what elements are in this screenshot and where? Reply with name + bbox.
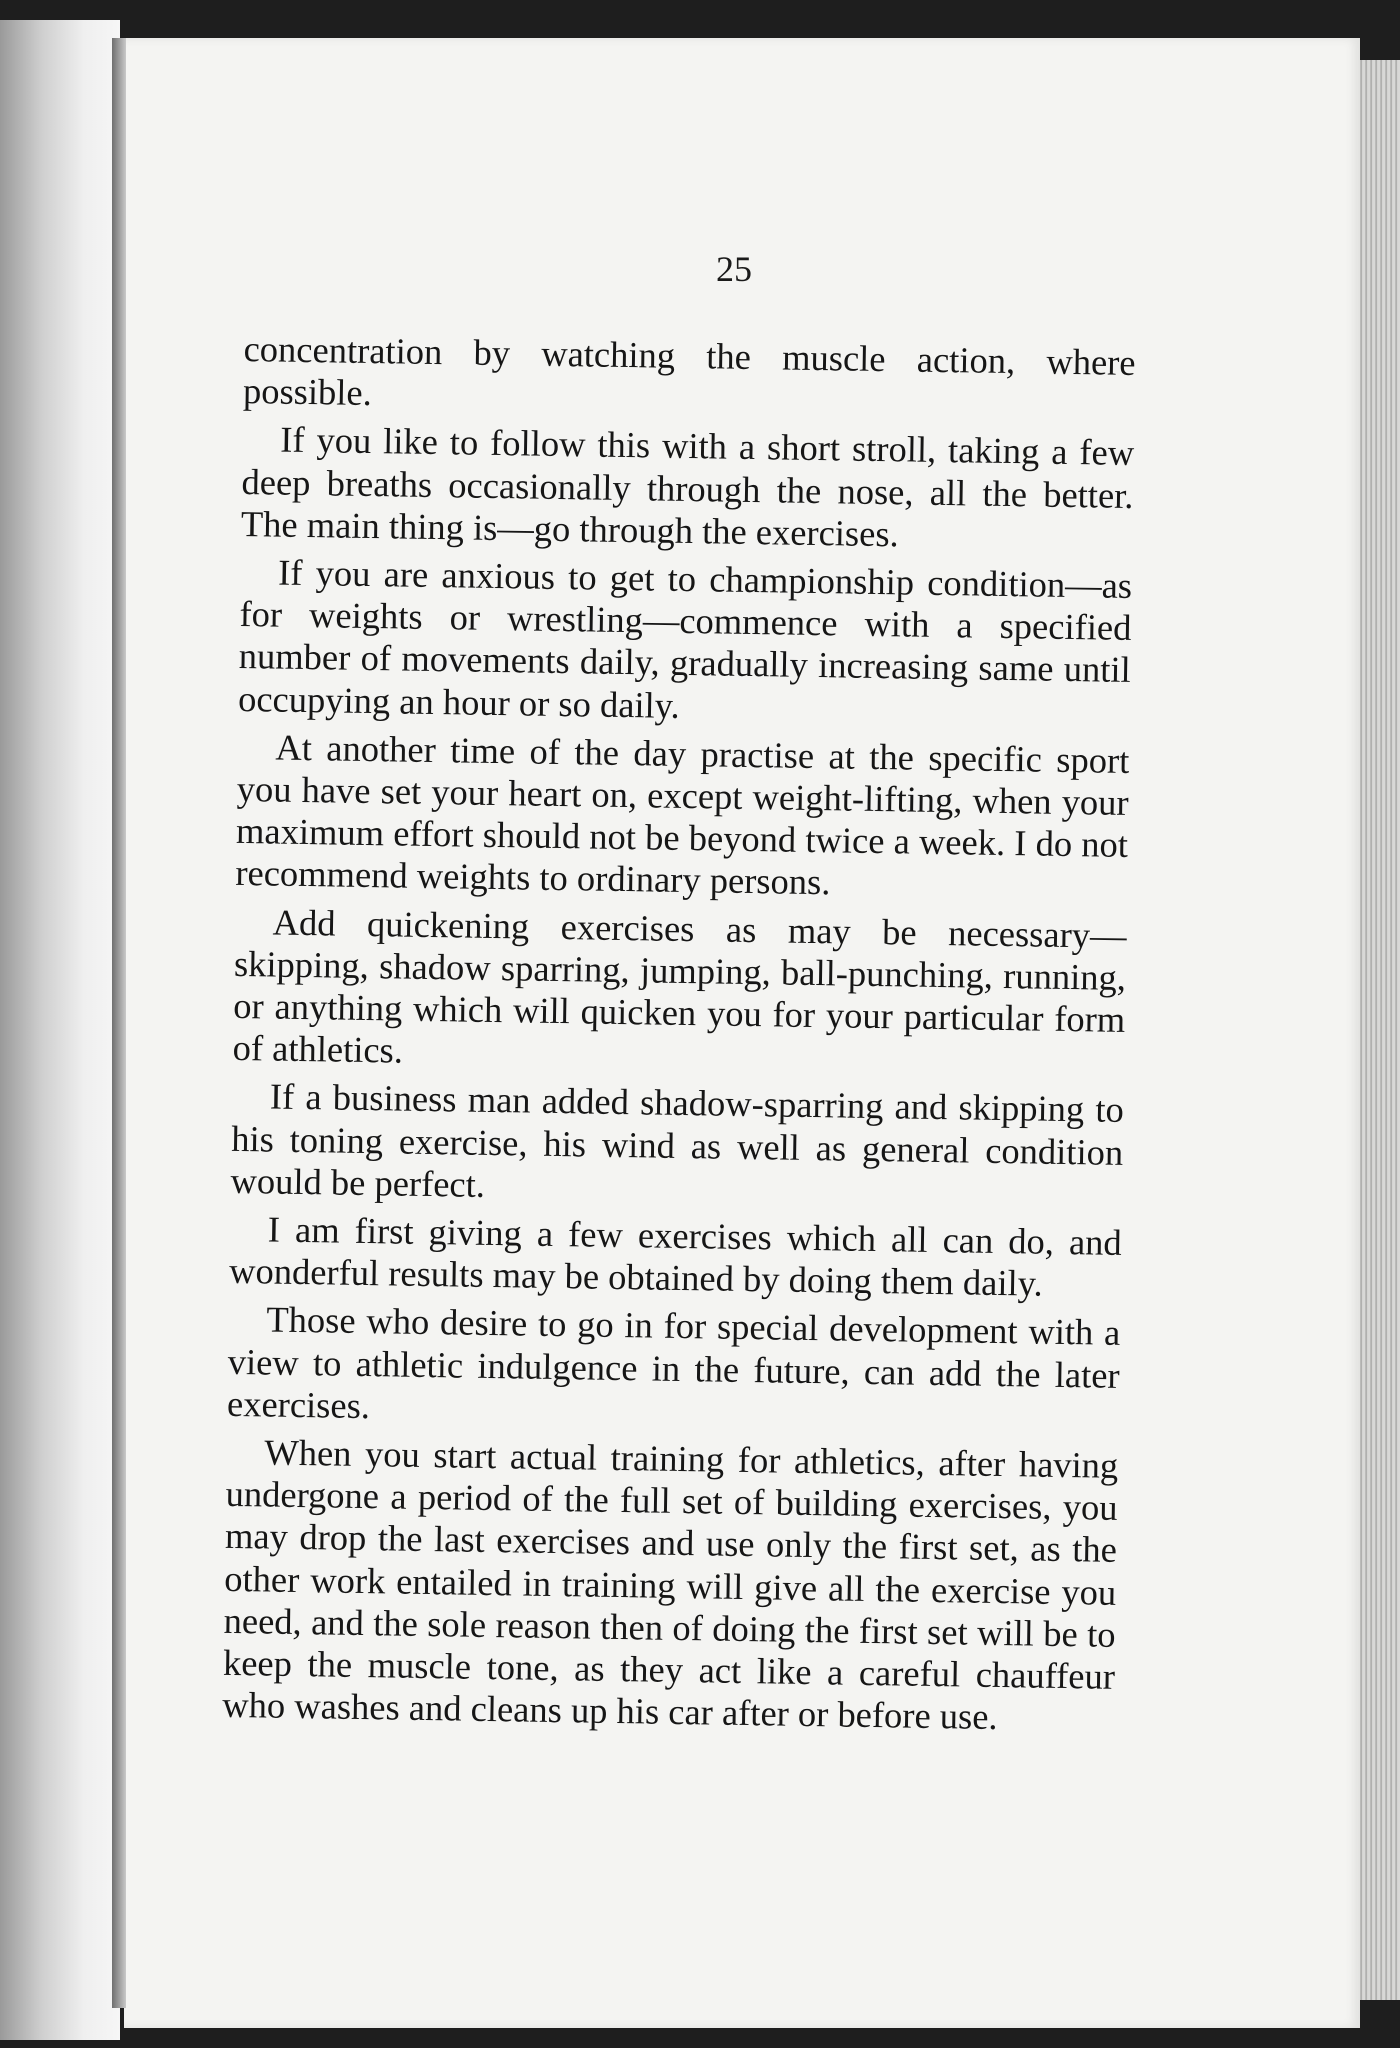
paragraph: If you like to follow this with a short stroll, taking a few deep breaths occasionally through the nose, all the better. The main thing is—go through the exercises. [240,418,1135,555]
left-page-edge [0,20,120,2040]
page-stack-edge [1358,60,1400,2000]
paragraph: concentration by watching the muscle action, where possible. [242,328,1136,414]
paragraph: Add quickening exercises as may be necessary—skipping, shadow sparring, jumping, ball-punching, running, or anything which will quicken you for your particular form of athletics. [232,901,1127,1071]
paragraph: At another time of the day practise at the specific sport you have set your heart on, except weight-lifting, when your maximum effort should not be beyond twice a week. I do not recommend weights to ordinary persons. [235,726,1130,903]
gutter-shadow [112,38,126,2008]
paragraph: If you are anxious to get to championship condition—as for weights or wrestling—commence with a specified number of movements daily, gradually increasing same until occupying an hour or so daily. [237,551,1133,726]
paragraph: I am first giving a few exercises which all can do, and wonderful results may be obtained by doing them daily. [228,1208,1123,1304]
body-text [222,328,1136,1746]
paragraph: If a business man added shadow-sparring and skipping to his toning exercise, his wind as well as general condition would be perfect. [230,1075,1125,1205]
paragraph: When you start actual training for athletics, after having undergone a period of the full set of building exercises, you may drop the last exercises and use only the first set, as the other work entailed in training will give all the exercise you need, and the sole reason then of doing the first set will be to keep the muscle tone, as they act like a careful chauffeur who washes and cleans up his car after or before use. [222,1431,1119,1738]
paragraph: Those who desire to go in for special development with a view to athletic indulgence in the future, can add the later exercises. [226,1298,1121,1426]
page-number: 25 [716,249,752,289]
book-page [124,38,1360,2028]
